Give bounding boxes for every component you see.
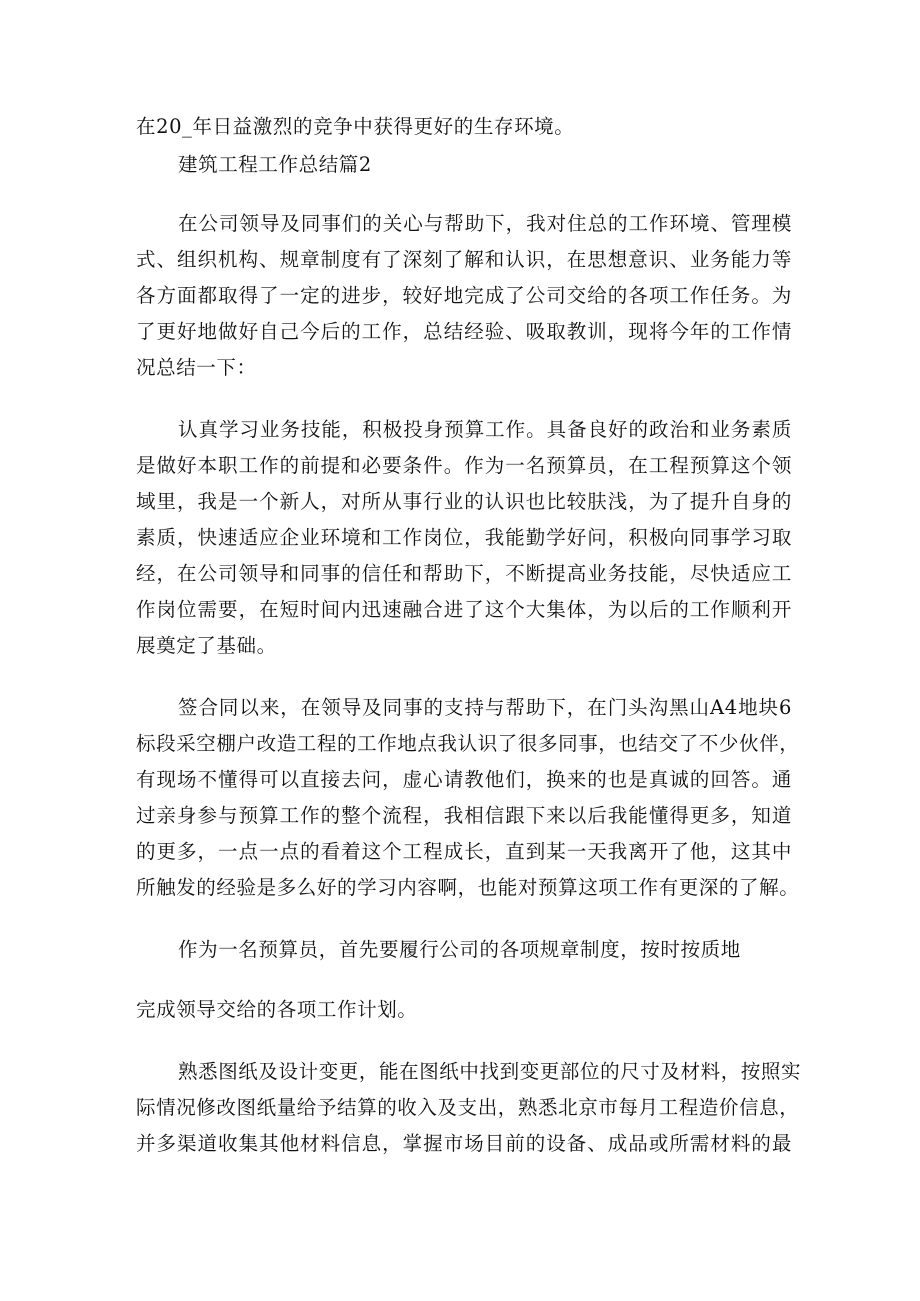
text-line: 作为一名预算员，首先要履行公司的各项规章制度，按时按质地 [178,938,741,961]
text-line: 式、组织机构、规章制度有了深刻了解和认识，在思想意识、业务能力等 [136,248,792,271]
text-line: 是做好本职工作的前提和必要条件。作为一名预算员，在工程预算这个领 [136,454,792,477]
text-line: 认真学习业务技能，积极投身预算工作。具备良好的政治和业务素质 [178,418,792,441]
text-line: 在公司领导及同事们的关心与帮助下，我对住总的工作环境、管理模 [178,212,792,235]
text-line: 在20_年日益激烈的竞争中获得更好的生存环境。 [136,115,575,138]
text-line: 作岗位需要，在短时间内迅速融合进了这个大集体，为以后的工作顺利开 [136,598,792,621]
text-line: 完成领导交给的各项工作计划。 [136,998,418,1021]
text-line: 标段采空棚户改造工程的工作地点我认识了很多同事，也结交了不少伙伴， [136,732,800,755]
text-line: 所触发的经验是多么好的学习内容啊，也能对预算这项工作有更深的了解。 [136,876,800,899]
text-line: 熟悉图纸及设计变更，能在图纸中找到变更部位的尺寸及材料，按照实 [178,1060,802,1083]
text-line: 域里，我是一个新人，对所从事行业的认识也比较肤浅，为了提升自身的 [136,490,792,513]
text-line: 展奠定了基础。 [136,634,277,657]
text-line: 各方面都取得了一定的进步，较好地完成了公司交给的各项工作任务。为 [136,284,792,307]
text-line: 经，在公司领导和同事的信任和帮助下，不断提高业务技能，尽快适应工 [136,562,792,585]
text-line: 际情况修改图纸量给予结算的收入及支出，熟悉北京市每月工程造价信息， [136,1096,800,1119]
text-line: 并多渠道收集其他材料信息，掌握市场目前的设备、成品或所需材料的最 [136,1132,792,1155]
text-line: 签合同以来，在领导及同事的支持与帮助下，在门头沟黑山A4地块6 [178,696,792,719]
text-line: 素质，快速适应企业环境和工作岗位，我能勤学好问，积极向同事学习取 [136,526,792,549]
text-line: 的更多，一点一点的看着这个工程成长，直到某一天我离开了他，这其中 [136,840,792,863]
text-line: 了更好地做好自己今后的工作，总结经验、吸取教训，现将今年的工作情 [136,320,792,343]
text-line: 况总结一下： [136,356,257,379]
section-heading: 建筑工程工作总结篇2 [178,153,372,176]
text-line: 过亲身参与预算工作的整个流程，我相信跟下来以后我能懂得更多，知道 [136,804,792,827]
text-line: 有现场不懂得可以直接去问，虚心请教他们，换来的也是真诚的回答。通 [136,768,792,791]
